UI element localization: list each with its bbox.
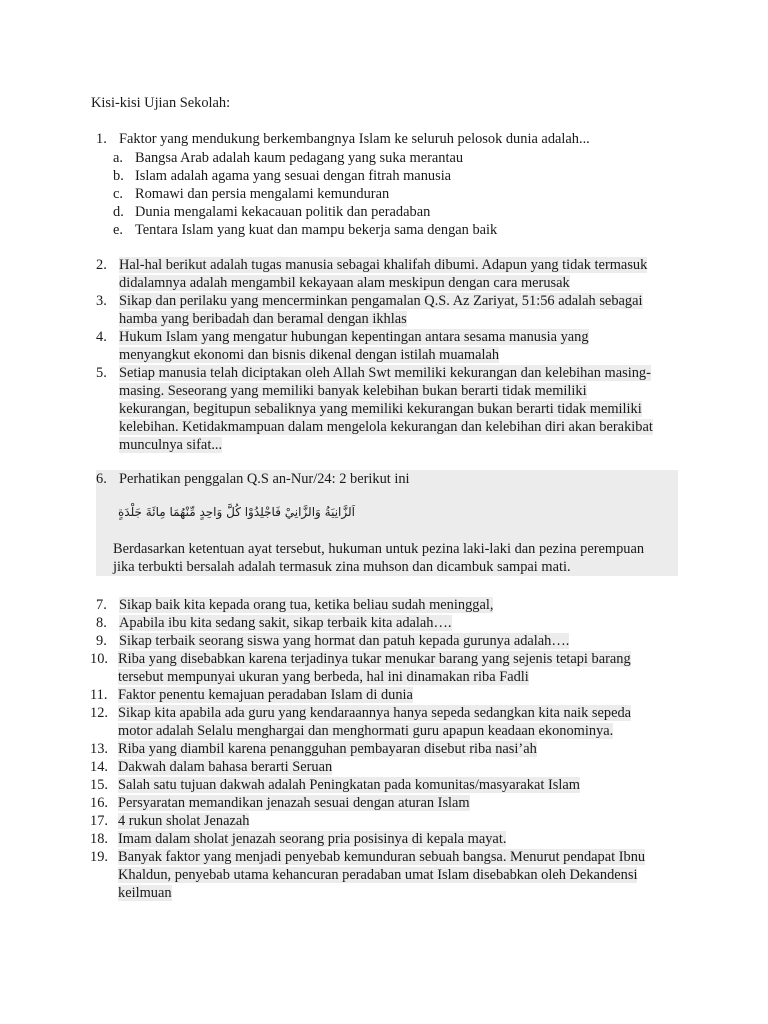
question-number: 15. bbox=[90, 777, 108, 793]
question-1 bbox=[96, 130, 696, 239]
question-group-2-5 bbox=[96, 256, 678, 454]
question-line: Riba yang disebabkan karena terjadinya tukar menukar barang yang sejenis tetapi barang bbox=[118, 651, 631, 667]
question-line: didalamnya adalah mengambil kekayaan alam meskipun dengan cara merusak bbox=[119, 275, 570, 291]
question-number: 7. bbox=[96, 597, 107, 613]
question-5 bbox=[96, 364, 678, 454]
option-text: Romawi dan persia mengalami kemunduran bbox=[135, 186, 390, 202]
question-number: 2. bbox=[96, 257, 107, 273]
question-14 bbox=[90, 758, 678, 776]
question-line: Hukum Islam yang mengatur hubungan kepentingan antara sesama manusia yang bbox=[119, 329, 589, 345]
question-number: 14. bbox=[90, 759, 108, 775]
question-16 bbox=[90, 794, 678, 812]
question-line: Sikap baik kita kepada orang tua, ketika beliau sudah meninggal, bbox=[119, 597, 494, 613]
option-letter: a. bbox=[113, 150, 123, 166]
question-line: Setiap manusia telah diciptakan oleh Allah Swt memiliki kekurangan dan kelebihan masing- bbox=[119, 365, 651, 381]
question-number: 12. bbox=[90, 705, 108, 721]
question-number: 19. bbox=[90, 849, 108, 865]
question-line: Riba yang diambil karena penangguhan pembayaran disebut riba nasi’ah bbox=[118, 741, 537, 757]
option-text: Islam adalah agama yang sesuai dengan fitrah manusia bbox=[135, 168, 452, 184]
question-number: 16. bbox=[90, 795, 108, 811]
question-3 bbox=[96, 292, 678, 328]
question-line: Sikap dan perilaku yang mencerminkan pengamalan Q.S. Az Zariyat, 51:56 adalah sebagai bbox=[119, 293, 643, 309]
question-7 bbox=[96, 596, 678, 614]
option-text: Tentara Islam yang kuat dan mampu bekerja sama dengan baik bbox=[135, 222, 498, 238]
question-number: 4. bbox=[96, 329, 107, 345]
question-number: 1. bbox=[96, 131, 107, 147]
question-line: Sikap terbaik seorang siswa yang hormat dan patuh kepada gurunya adalah…. bbox=[119, 633, 570, 649]
question-line: Salah satu tujuan dakwah adalah Peningkatan pada komunitas/masyarakat Islam bbox=[118, 777, 580, 793]
option-b bbox=[113, 167, 696, 185]
question-number: 13. bbox=[90, 741, 108, 757]
question-number: 10. bbox=[90, 651, 108, 667]
question-line: hamba yang beribadah dan beramal dengan ikhlas bbox=[119, 311, 407, 327]
document-title: Kisi-kisi Ujian Sekolah: bbox=[91, 95, 231, 111]
answer-line: Berdasarkan ketentuan ayat tersebut, hukuman untuk pezina laki-laki dan pezina perempuan bbox=[113, 541, 645, 557]
question-12 bbox=[90, 704, 678, 740]
question-18 bbox=[90, 830, 678, 848]
question-line: Dakwah dalam bahasa berarti Seruan bbox=[118, 759, 333, 775]
question-line: masing. Seseorang yang memiliki banyak kelebihan bukan berarti tidak memiliki bbox=[119, 383, 587, 399]
option-c bbox=[113, 185, 696, 203]
option-letter: d. bbox=[113, 204, 124, 220]
option-e bbox=[113, 221, 696, 239]
question-8 bbox=[96, 614, 678, 632]
question-number: 18. bbox=[90, 831, 108, 847]
question-line: Faktor penentu kemajuan peradaban Islam di dunia bbox=[118, 687, 413, 703]
question-text: Perhatikan penggalan Q.S an-Nur/24: 2 berikut ini bbox=[119, 471, 410, 487]
answer-line: jika terbukti bersalah adalah termasuk zina muhson dan dicambuk sampai mati. bbox=[113, 559, 571, 575]
question-line: keilmuan bbox=[118, 885, 172, 901]
option-text: Bangsa Arab adalah kaum pedagang yang suka merantau bbox=[135, 150, 464, 166]
question-line: 4 rukun sholat Jenazah bbox=[118, 813, 250, 829]
question-6 bbox=[96, 470, 678, 576]
question-line: Hal-hal berikut adalah tugas manusia sebagai khalifah dibumi. Adapun yang tidak termasuk bbox=[119, 257, 648, 273]
question-number: 17. bbox=[90, 813, 108, 829]
question-4 bbox=[96, 328, 678, 364]
question-11 bbox=[90, 686, 678, 704]
option-letter: b. bbox=[113, 168, 124, 184]
question-number: 11. bbox=[90, 687, 108, 703]
question-group-7-19 bbox=[90, 596, 678, 902]
arabic-verse: اَلزَّانِيَةُ وَالزَّانِيْ فَاجْلِدُوْا كُلَّ وَاحِدٍ مِّنْهُمَا مِائَةَ جَلْدَةٍ bbox=[118, 505, 355, 519]
question-number: 3. bbox=[96, 293, 107, 309]
question-19 bbox=[90, 848, 678, 902]
question-line: motor adalah Selalu menghargai dan menghormati guru apapun keadaan ekonominya. bbox=[118, 723, 614, 739]
question-line: munculnya sifat... bbox=[119, 437, 223, 453]
question-13 bbox=[90, 740, 678, 758]
question-9 bbox=[96, 632, 678, 650]
question-line: Sikap kita apabila ada guru yang kendaraannya hanya sepeda sedangkan kita naik sepeda bbox=[118, 705, 632, 721]
question-10 bbox=[90, 650, 678, 686]
question-line: Persyaratan memandikan jenazah sesuai dengan aturan Islam bbox=[118, 795, 470, 811]
question-line: kelebihan. Ketidakmampuan dalam mengelola kekurangan dan kelebihan diri akan berakibat bbox=[119, 419, 653, 435]
question-number: 9. bbox=[96, 633, 107, 649]
question-answer bbox=[96, 540, 678, 576]
question-line: Khaldun, penyebab utama kehancuran peradaban umat Islam disebabkan oleh Dekandensi bbox=[118, 867, 638, 883]
question-text: Faktor yang mendukung berkembangnya Islam ke seluruh pelosok dunia adalah... bbox=[119, 131, 590, 147]
option-list bbox=[96, 149, 696, 239]
question-line: tersebut mempunyai ukuran yang berbeda, hal ini dinamakan riba Fadli bbox=[118, 669, 529, 685]
question-line: Imam dalam sholat jenazah seorang pria posisinya di kepala mayat. bbox=[118, 831, 507, 847]
question-15 bbox=[90, 776, 678, 794]
option-letter: e. bbox=[113, 222, 123, 238]
option-a bbox=[113, 149, 696, 167]
question-number: 5. bbox=[96, 365, 107, 381]
question-2 bbox=[96, 256, 678, 292]
option-d bbox=[113, 203, 696, 221]
option-text: Dunia mengalami kekacauan politik dan peradaban bbox=[135, 204, 431, 220]
question-line: Banyak faktor yang menjadi penyebab kemunduran sebuah bangsa. Menurut pendapat Ibnu bbox=[118, 849, 646, 865]
question-number: 6. bbox=[96, 471, 107, 487]
question-line: menyangkut ekonomi dan bisnis dikenal dengan istilah muamalah bbox=[119, 347, 500, 363]
question-line: kekurangan, begitupun sebaliknya yang memiliki kekurangan bukan berarti tidak memiliki bbox=[119, 401, 642, 417]
question-17 bbox=[90, 812, 678, 830]
option-letter: c. bbox=[113, 186, 123, 202]
question-line: Apabila ibu kita sedang sakit, sikap terbaik kita adalah…. bbox=[119, 615, 452, 631]
question-number: 8. bbox=[96, 615, 107, 631]
